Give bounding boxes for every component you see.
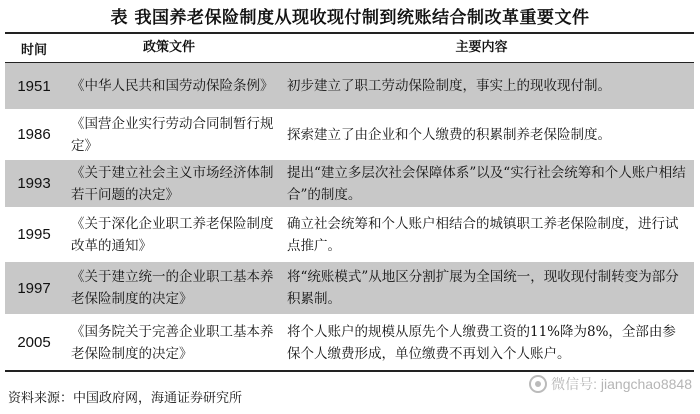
watermark [529,374,692,394]
row-year: 1995 [17,226,51,243]
row-content: 提出“建立多层次社会保障体系”以及“实行社会统筹和个人账户相结合”的制度。 [287,164,686,203]
row-year: 1997 [17,279,51,297]
row-doc: 《关于深化企业职工养老保险制度改革的通知》 [71,215,274,254]
row-year: 1986 [17,126,51,143]
wechat-icon [529,375,547,393]
table-row [5,159,694,207]
row-doc: 《关于建立社会主义市场经济体制若干问题的决定》 [71,164,274,203]
row-year: 1951 [17,77,51,95]
header-doc: 政策文件 [142,40,195,55]
table-title: 表 我国养老保险制度从现收现付制到统账结合制改革重要文件 [110,7,590,28]
table-row [5,314,694,370]
row-content: 确立社会统筹和个人账户相结合的城镇职工养老保险制度，进行试点推广。 [287,215,679,254]
row-content: 将“统账模式”从地区分割扩展为全国统一，现收现付制转变为部分积累制。 [287,269,679,307]
row-content: 将个人账户的规模从原先个人缴费工资的11%降为8%，全部由参保个人缴费形成，单位缴费不再划入个人账户。 [287,323,676,362]
table-row [5,109,694,159]
row-doc: 《国务院关于完善企业职工基本养老保险制度的决定》 [71,323,274,362]
header-time: 时间 [20,42,47,58]
row-doc: 《关于建立统一的企业职工基本养老保险制度的决定》 [71,269,274,307]
row-year: 2005 [17,334,51,351]
source-note: 资料来源：中国政府网，海通证券研究所 [8,391,243,406]
row-content: 初步建立了职工劳动保险制度，事实上的现收现付制。 [287,78,611,94]
table-row [5,63,694,109]
table-header [5,34,694,63]
row-year: 1993 [17,175,51,192]
row-doc: 《国营企业实行劳动合同制暂行规定》 [71,115,274,154]
policy-table [5,32,694,372]
row-doc: 《中华人民共和国劳动保险条例》 [71,78,274,94]
header-content: 主要内容 [455,40,508,55]
table-row [5,261,694,314]
watermark-text: 微信号: jiangchao8848 [551,376,692,392]
row-content: 探索建立了由企业和个人缴费的积累制养老保险制度。 [287,126,611,143]
table-row [5,207,694,261]
